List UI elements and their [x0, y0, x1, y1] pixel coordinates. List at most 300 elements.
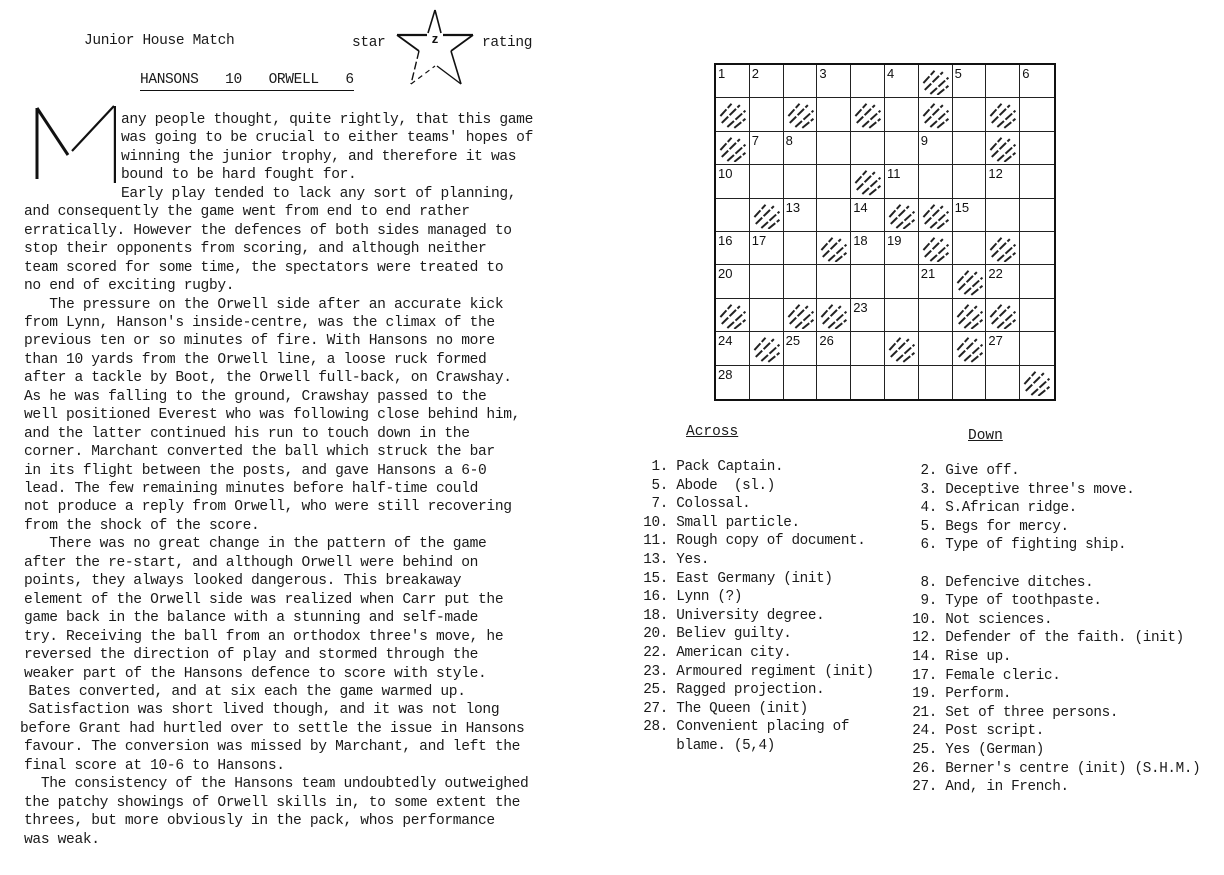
- crossword-cell[interactable]: [817, 165, 851, 198]
- clue-number: 13: [785, 199, 801, 215]
- clue-number: 27: [988, 333, 1003, 349]
- hatch-pattern-icon: [719, 101, 747, 128]
- hatch-pattern-icon: [922, 235, 950, 262]
- crossword-cell[interactable]: [851, 199, 885, 232]
- crossword-black-square: [817, 232, 851, 265]
- crossword-cell[interactable]: [851, 232, 885, 265]
- clue-item: [905, 667, 1060, 686]
- clue-item: [632, 625, 791, 644]
- crossword-cell[interactable]: [919, 299, 953, 332]
- crossword-cell[interactable]: [885, 65, 919, 98]
- clue-item: [632, 681, 824, 700]
- clue-number: 19: [887, 233, 902, 248]
- clue-text: blame. (5,4): [668, 738, 775, 754]
- clue-text: Post script.: [937, 723, 1044, 740]
- crossword-cell[interactable]: [716, 199, 750, 232]
- clue-number: 4: [887, 66, 895, 81]
- crossword-cell[interactable]: [716, 65, 750, 98]
- crossword-black-square: [919, 232, 953, 265]
- clue-number: 19.: [912, 686, 937, 703]
- clue-item: [632, 700, 808, 719]
- clue-text: Yes (German): [937, 742, 1044, 758]
- clue-text: The Queen (init): [668, 700, 808, 717]
- clue-number: 24.: [912, 723, 937, 740]
- crossword-cell[interactable]: [716, 165, 750, 198]
- clue-item: [905, 574, 1093, 593]
- clue-text: [937, 556, 945, 572]
- article-line: team scored for some time, the spectators were treated to: [24, 259, 504, 276]
- clue-text: Perform.: [937, 686, 1012, 703]
- crossword-cell[interactable]: [919, 165, 953, 198]
- clue-number: 17: [751, 233, 767, 248]
- crossword-cell[interactable]: [750, 165, 784, 198]
- clue-text: Deceptive three's move.: [937, 481, 1135, 498]
- crossword-black-square: [885, 199, 919, 232]
- clue-item: [632, 607, 824, 626]
- clue-text: Ragged projection.: [668, 682, 825, 699]
- article-line: was going to be crucial to either teams' hopes of: [121, 130, 533, 147]
- clue-text: And, in French.: [937, 779, 1069, 796]
- clue-number: 10.: [912, 611, 937, 628]
- clue-item: [632, 644, 791, 663]
- article-line: previous ten or so minutes of fire. With Hansons no more: [24, 333, 495, 350]
- clue-number: 7: [751, 132, 760, 148]
- clue-text: Convenient placing of: [668, 719, 850, 736]
- clue-item: [632, 458, 783, 477]
- crossword-cell[interactable]: [784, 199, 818, 232]
- clue-number: 23.: [643, 663, 668, 680]
- crossword-cell[interactable]: [885, 299, 919, 332]
- crossword-cell[interactable]: [953, 165, 987, 198]
- article-line: points, they always looked dangerous. This breakaway: [24, 573, 462, 590]
- clue-item: [632, 718, 849, 737]
- clue-number: 21: [920, 266, 936, 282]
- clue-number: 8: [785, 132, 793, 148]
- crossword-cell[interactable]: [817, 366, 851, 399]
- hatch-pattern-icon: [922, 101, 950, 128]
- crossword-cell[interactable]: [851, 332, 885, 365]
- hatch-pattern-icon: [820, 235, 848, 262]
- crossword-cell[interactable]: [986, 332, 1020, 365]
- clue-item: [905, 518, 1069, 537]
- clue-number: 2.: [920, 463, 937, 479]
- clue-number: 11: [887, 166, 901, 182]
- clue-number: 5: [954, 66, 962, 81]
- crossword-black-square: [953, 265, 987, 298]
- clue-number: 27.: [912, 779, 937, 796]
- crossword-black-square: [851, 165, 885, 198]
- article-line: corner. Marchant converted the ball which struck the bar: [24, 444, 495, 461]
- crossword-cell[interactable]: [851, 366, 885, 399]
- clue-item: [905, 629, 1184, 648]
- crossword-cell[interactable]: [1020, 98, 1054, 131]
- hatch-pattern-icon: [820, 302, 848, 329]
- crossword-cell[interactable]: [986, 366, 1020, 399]
- article-line: weaker part of the Hansons defence to score with style.: [24, 665, 487, 682]
- clue-text: Rise up.: [937, 649, 1012, 665]
- clue-text: East Germany (init): [668, 570, 833, 587]
- clue-text: Abode (sl.): [668, 477, 775, 494]
- clue-number: 14: [853, 199, 868, 215]
- clue-text: Give off.: [937, 463, 1020, 479]
- crossword-cell[interactable]: [986, 65, 1020, 98]
- clue-number: 5.: [920, 518, 937, 535]
- crossword-cell[interactable]: [817, 65, 851, 98]
- clue-number: 25.: [643, 682, 668, 699]
- crossword-black-square: [986, 98, 1020, 131]
- clue-number: 26: [819, 333, 834, 349]
- crossword-cell[interactable]: [716, 332, 750, 365]
- clue-number: 2: [751, 66, 760, 81]
- article-line: final score at 10-6 to Hansons.: [24, 757, 285, 774]
- crossword-grid: [714, 63, 1056, 401]
- clue-number: 11.: [643, 533, 668, 550]
- hatch-pattern-icon: [888, 335, 916, 362]
- drop-cap-letter: [32, 103, 116, 183]
- hatch-pattern-icon: [989, 101, 1017, 128]
- crossword-black-square: [716, 98, 750, 131]
- crossword-cell[interactable]: [986, 199, 1020, 232]
- article-line: and consequently the game went from end to end rather: [24, 204, 470, 221]
- clue-item: [905, 704, 1118, 723]
- clue-item: [905, 648, 1011, 667]
- crossword-black-square: [919, 65, 953, 98]
- clue-number: 9: [920, 132, 929, 148]
- crossword-cell[interactable]: [851, 299, 885, 332]
- crossword-cell[interactable]: [750, 232, 784, 265]
- rating-label: rating: [482, 35, 533, 51]
- article-line: try. Receiving the ball from an orthodox three's move, he: [24, 628, 504, 645]
- hatch-pattern-icon: [956, 335, 984, 362]
- clue-text: Not sciences.: [937, 611, 1053, 628]
- hatch-pattern-icon: [956, 302, 984, 329]
- crossword-black-square: [986, 232, 1020, 265]
- article-line: stop their opponents from scoring, and although neither: [24, 241, 487, 258]
- hatch-pattern-icon: [888, 202, 916, 229]
- crossword-black-square: [817, 299, 851, 332]
- article-line: The consistency of the Hansons team undoubtedly outweighed: [24, 776, 529, 793]
- clue-item: [905, 481, 1135, 500]
- hatch-pattern-icon: [922, 68, 950, 95]
- clue-number: 21.: [912, 704, 937, 721]
- clue-number: 25.: [912, 742, 937, 758]
- clue-text: Defencive ditches.: [937, 574, 1094, 591]
- crossword-cell[interactable]: [784, 332, 818, 365]
- crossword-black-square: [953, 332, 987, 365]
- clue-number: 17.: [912, 667, 937, 684]
- clue-number: 14.: [912, 649, 937, 665]
- clue-number: 26.: [912, 760, 937, 777]
- clue-item: [632, 514, 800, 533]
- article-line: than 10 yards from the Orwell line, a loose ruck formed: [24, 351, 487, 368]
- clue-number: 20: [718, 266, 733, 282]
- clue-number: 6: [1022, 66, 1030, 81]
- clue-item: [632, 737, 775, 756]
- crossword-cell[interactable]: [953, 98, 987, 131]
- clue-number: 6.: [920, 537, 937, 554]
- crossword-black-square: [784, 98, 818, 131]
- clue-number: 24: [718, 333, 733, 349]
- article-line: Satisfaction was short lived though, and it was not long: [20, 702, 500, 719]
- hatch-pattern-icon: [1023, 369, 1051, 396]
- clue-text: Small particle.: [668, 514, 800, 531]
- hatch-pattern-icon: [854, 168, 882, 195]
- article-line: Early play tended to lack any sort of planning,: [121, 185, 517, 202]
- down-heading: Down: [968, 428, 1003, 444]
- clue-number: 22.: [643, 645, 668, 661]
- clue-item: [905, 555, 945, 574]
- crossword-black-square: [851, 98, 885, 131]
- crossword-cell[interactable]: [750, 65, 784, 98]
- match-score-headline: HANSONS 10 ORWELL 6: [140, 72, 354, 91]
- clue-text: Female cleric.: [937, 667, 1061, 684]
- clue-item: [905, 499, 1077, 518]
- hatch-pattern-icon: [787, 302, 815, 329]
- article-line: was weak.: [24, 831, 100, 848]
- crossword-black-square: [919, 199, 953, 232]
- clue-number: 18: [853, 233, 868, 248]
- crossword-cell[interactable]: [1020, 232, 1054, 265]
- clue-number: 28: [718, 366, 733, 382]
- across-heading: Across: [686, 424, 739, 440]
- crossword-cell[interactable]: [716, 265, 750, 298]
- article-line: favour. The conversion was missed by Marchant, and left the: [24, 739, 521, 756]
- article-line: As he was falling to the ground, Crawshay passed to the: [24, 388, 487, 405]
- article-line: erratically. However the defences of both sides managed to: [24, 222, 512, 239]
- clue-text: American city.: [668, 645, 792, 661]
- article-line: not produce a reply from Orwell, who were still recovering: [24, 499, 512, 516]
- crossword-cell[interactable]: [750, 299, 784, 332]
- crossword-cell[interactable]: [817, 332, 851, 365]
- clue-number: 5.: [651, 477, 668, 494]
- article-line: in its flight between the posts, and gave Hansons a 6-0: [24, 462, 487, 479]
- clue-number: 25: [785, 333, 801, 349]
- crossword-black-square: [750, 199, 784, 232]
- clue-number: 3: [819, 66, 827, 81]
- clue-number: 1: [718, 66, 726, 81]
- crossword-cell[interactable]: [953, 132, 987, 165]
- article-line: winning the junior trophy, and therefore it was: [121, 148, 517, 165]
- star-letter: z: [431, 31, 439, 46]
- crossword-cell[interactable]: [750, 132, 784, 165]
- crossword-cell[interactable]: [885, 165, 919, 198]
- clue-text: Pack Captain.: [668, 459, 784, 475]
- crossword-cell[interactable]: [750, 265, 784, 298]
- clue-number: 23: [853, 299, 868, 315]
- crossword-cell[interactable]: [1020, 265, 1054, 298]
- clue-text: Rough copy of document.: [668, 533, 866, 550]
- clue-number: 16.: [643, 589, 668, 606]
- clue-item: [905, 462, 1019, 481]
- clue-item: [905, 741, 1044, 760]
- clue-text: Yes.: [668, 552, 710, 568]
- crossword-cell[interactable]: [817, 132, 851, 165]
- crossword-cell[interactable]: [784, 232, 818, 265]
- article-line: well positioned Everest who was following close behind him,: [24, 407, 521, 424]
- crossword-cell[interactable]: [750, 366, 784, 399]
- article-line: Bates converted, and at six each the game warmed up.: [20, 683, 466, 700]
- crossword-black-square: [750, 332, 784, 365]
- crossword-cell[interactable]: [784, 132, 818, 165]
- crossword-cell[interactable]: [851, 265, 885, 298]
- crossword-black-square: [716, 299, 750, 332]
- clue-number: 10: [718, 166, 733, 182]
- article-line: from the shock of the score.: [24, 517, 260, 534]
- clue-item: [905, 592, 1102, 611]
- crossword-cell[interactable]: [784, 265, 818, 298]
- hatch-pattern-icon: [989, 135, 1017, 162]
- clue-number: 8.: [920, 574, 937, 591]
- crossword-black-square: [986, 132, 1020, 165]
- clue-text: Colossal.: [668, 496, 751, 513]
- crossword-cell[interactable]: [1020, 165, 1054, 198]
- clue-number: 16: [718, 233, 733, 248]
- hatch-pattern-icon: [922, 202, 950, 229]
- clue-item: [905, 722, 1044, 741]
- article-line: The pressure on the Orwell side after an accurate kick: [24, 296, 504, 313]
- clue-item: [632, 551, 709, 570]
- article-line: after a tackle by Boot, the Orwell full-back, on Crawshay.: [24, 370, 512, 387]
- article-line: after the re-start, and although Orwell were behind on: [24, 554, 479, 571]
- article-line: before Grant had hurtled over to settle the issue in Hansons: [20, 720, 525, 737]
- crossword-cell[interactable]: [817, 98, 851, 131]
- crossword-cell[interactable]: [750, 98, 784, 131]
- hatch-pattern-icon: [956, 268, 984, 295]
- article-line: any people thought, quite rightly, that this game: [121, 112, 533, 128]
- clue-number: 1.: [651, 459, 668, 475]
- hatch-pattern-icon: [989, 302, 1017, 329]
- crossword-cell[interactable]: [784, 366, 818, 399]
- clue-item: [905, 760, 1200, 779]
- hatch-pattern-icon: [854, 101, 882, 128]
- hatch-pattern-icon: [787, 101, 815, 128]
- clue-number: 28.: [643, 719, 668, 736]
- crossword-cell[interactable]: [986, 265, 1020, 298]
- crossword-cell[interactable]: [919, 132, 953, 165]
- article-line: and the latter continued his run to touch down in the: [24, 425, 470, 442]
- clue-text: University degree.: [668, 607, 825, 624]
- clue-number: 7.: [651, 496, 668, 513]
- crossword-cell[interactable]: [1020, 132, 1054, 165]
- article-line: element of the Orwell side was realized when Carr put the: [24, 591, 504, 608]
- crossword-cell[interactable]: [953, 232, 987, 265]
- clue-number: 3.: [920, 481, 937, 498]
- clue-number: 15: [954, 199, 970, 215]
- crossword-cell[interactable]: [1020, 199, 1054, 232]
- clue-text: Type of toothpaste.: [937, 593, 1102, 610]
- clue-number: 4.: [920, 500, 937, 517]
- clue-text: Berner's centre (init) (S.H.M.): [937, 760, 1201, 777]
- article-line: game back in the balance with a stunning and self-made: [24, 610, 479, 627]
- crossword-cell[interactable]: [986, 165, 1020, 198]
- crossword-cell[interactable]: [716, 366, 750, 399]
- crossword-cell[interactable]: [1020, 332, 1054, 365]
- crossword-black-square: [953, 299, 987, 332]
- clue-text: Type of fighting ship.: [937, 537, 1127, 554]
- clue-text: Believ guilty.: [668, 626, 792, 643]
- star-label: star: [352, 35, 386, 51]
- article-line: lead. The few remaining minutes before half-time could: [24, 481, 479, 497]
- article-line: There was no great change in the pattern of the game: [24, 536, 487, 553]
- crossword-cell[interactable]: [953, 199, 987, 232]
- crossword-cell[interactable]: [919, 366, 953, 399]
- crossword-cell[interactable]: [885, 132, 919, 165]
- clue-item: [905, 778, 1069, 797]
- clue-text: Armoured regiment (init): [668, 663, 874, 680]
- hatch-pattern-icon: [753, 335, 781, 362]
- clue-item: [905, 536, 1126, 555]
- hatch-pattern-icon: [989, 235, 1017, 262]
- crossword-cell[interactable]: [817, 199, 851, 232]
- crossword-cell[interactable]: [919, 265, 953, 298]
- clue-item: [905, 685, 1011, 704]
- clue-item: [632, 663, 874, 682]
- crossword-black-square: [919, 98, 953, 131]
- clue-number: 12.: [912, 630, 937, 647]
- hatch-pattern-icon: [719, 302, 747, 329]
- clue-number: 20.: [643, 626, 668, 643]
- clue-item: [632, 477, 775, 496]
- crossword-cell[interactable]: [885, 232, 919, 265]
- crossword-cell[interactable]: [1020, 65, 1054, 98]
- clue-item: [632, 532, 866, 551]
- clue-number: 18.: [643, 607, 668, 624]
- crossword-cell[interactable]: [1020, 299, 1054, 332]
- clue-item: [632, 570, 833, 589]
- crossword-black-square: [1020, 366, 1054, 399]
- clue-number: 13.: [643, 552, 668, 568]
- clue-item: [905, 611, 1052, 630]
- crossword-cell[interactable]: [885, 366, 919, 399]
- crossword-black-square: [716, 132, 750, 165]
- clue-number: 27.: [643, 700, 668, 717]
- crossword-cell[interactable]: [851, 132, 885, 165]
- crossword-cell[interactable]: [953, 65, 987, 98]
- crossword-cell[interactable]: [784, 165, 818, 198]
- crossword-black-square: [986, 299, 1020, 332]
- clue-number: 12: [988, 166, 1003, 182]
- clue-text: Defender of the faith. (init): [937, 630, 1184, 647]
- crossword-black-square: [784, 299, 818, 332]
- clue-item: [632, 495, 750, 514]
- crossword-cell[interactable]: [716, 232, 750, 265]
- clue-text: Set of three persons.: [937, 704, 1119, 721]
- section-title: Junior House Match: [84, 33, 235, 49]
- article-line: from Lynn, Hanson's inside-centre, was the climax of the: [24, 314, 495, 331]
- clue-number: 10.: [643, 514, 668, 531]
- article-line: no end of exciting rugby.: [24, 278, 235, 295]
- clue-number: 9.: [920, 593, 937, 610]
- crossword-cell[interactable]: [953, 366, 987, 399]
- crossword-cell[interactable]: [851, 65, 885, 98]
- clue-number: 22: [988, 266, 1003, 282]
- article-line: reversed the direction of play and stormed through the: [24, 647, 479, 664]
- crossword-black-square: [885, 332, 919, 365]
- crossword-cell[interactable]: [784, 65, 818, 98]
- article-line: threes, but more obviously in the pack, whos performance: [24, 813, 495, 830]
- article-line: the patchy showings of Orwell skills in, to some extent the: [24, 794, 521, 811]
- clue-text: S.African ridge.: [937, 500, 1077, 517]
- clue-item: [632, 588, 742, 607]
- crossword-cell[interactable]: [885, 98, 919, 131]
- crossword-cell[interactable]: [919, 332, 953, 365]
- crossword-cell[interactable]: [817, 265, 851, 298]
- star-icon: [395, 8, 475, 88]
- hatch-pattern-icon: [753, 202, 781, 229]
- crossword-cell[interactable]: [885, 265, 919, 298]
- clue-number: 15.: [643, 570, 668, 587]
- hatch-pattern-icon: [719, 135, 747, 162]
